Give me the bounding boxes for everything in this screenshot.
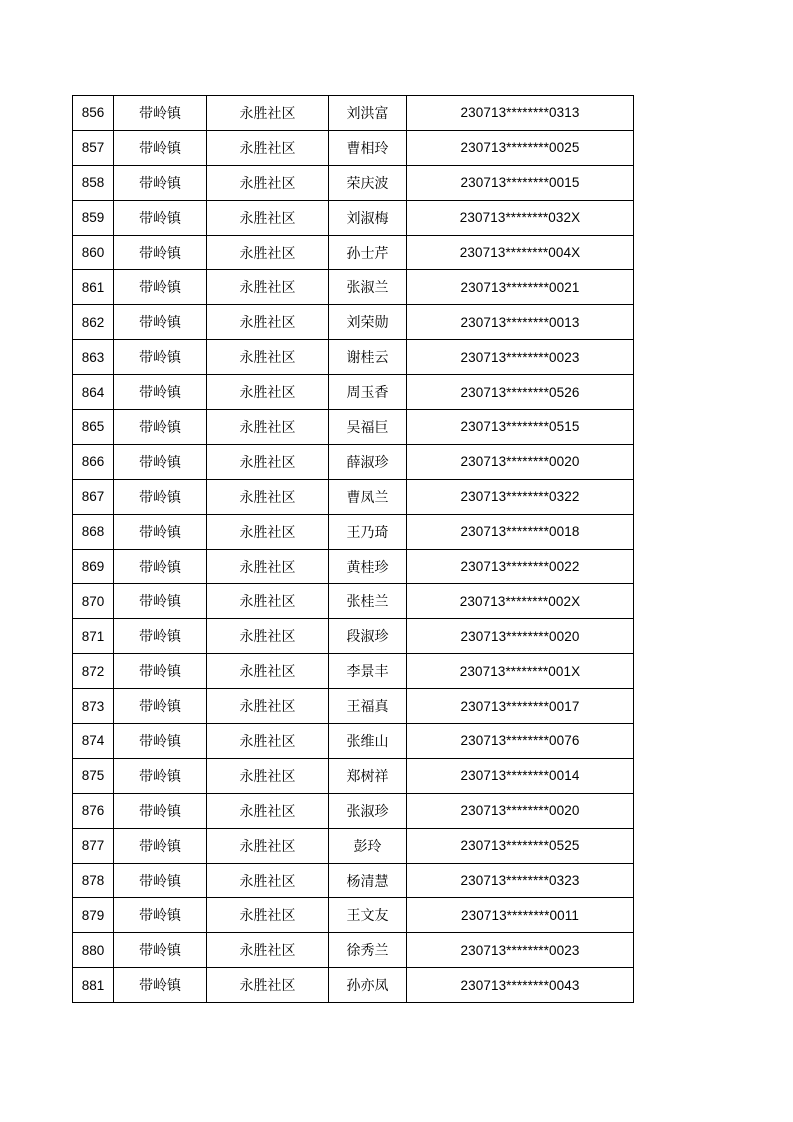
town-cell: 带岭镇 xyxy=(114,200,207,235)
table-row xyxy=(73,793,634,828)
row-number-cell: 871 xyxy=(73,619,114,654)
person-name-cell: 吴福巨 xyxy=(329,410,407,445)
town-cell: 带岭镇 xyxy=(114,305,207,340)
town-cell: 带岭镇 xyxy=(114,514,207,549)
person-name-cell: 刘淑梅 xyxy=(329,200,407,235)
town-cell: 带岭镇 xyxy=(114,758,207,793)
person-name-cell: 彭玲 xyxy=(329,828,407,863)
row-number-cell: 858 xyxy=(73,165,114,200)
row-number-cell: 860 xyxy=(73,235,114,270)
community-cell: 永胜社区 xyxy=(207,863,329,898)
row-number-cell: 861 xyxy=(73,270,114,305)
person-name-cell: 李景丰 xyxy=(329,654,407,689)
community-cell: 永胜社区 xyxy=(207,96,329,131)
table-row xyxy=(73,933,634,968)
id-number-cell: 230713********0021 xyxy=(407,270,634,305)
id-number-cell: 230713********032X xyxy=(407,200,634,235)
row-number-cell: 879 xyxy=(73,898,114,933)
town-cell: 带岭镇 xyxy=(114,828,207,863)
row-number-cell: 862 xyxy=(73,305,114,340)
person-name-cell: 段淑珍 xyxy=(329,619,407,654)
person-name-cell: 杨清慧 xyxy=(329,863,407,898)
id-number-cell: 230713********0015 xyxy=(407,165,634,200)
community-cell: 永胜社区 xyxy=(207,270,329,305)
row-number-cell: 857 xyxy=(73,130,114,165)
community-cell: 永胜社区 xyxy=(207,898,329,933)
table-row xyxy=(73,828,634,863)
community-cell: 永胜社区 xyxy=(207,584,329,619)
table-row xyxy=(73,200,634,235)
row-number-cell: 856 xyxy=(73,96,114,131)
town-cell: 带岭镇 xyxy=(114,619,207,654)
table-row xyxy=(73,340,634,375)
table-row xyxy=(73,479,634,514)
id-number-cell: 230713********0020 xyxy=(407,619,634,654)
row-number-cell: 874 xyxy=(73,724,114,759)
town-cell: 带岭镇 xyxy=(114,340,207,375)
person-name-cell: 刘洪富 xyxy=(329,96,407,131)
town-cell: 带岭镇 xyxy=(114,479,207,514)
table-row xyxy=(73,863,634,898)
id-number-cell: 230713********0515 xyxy=(407,410,634,445)
person-name-cell: 曹相玲 xyxy=(329,130,407,165)
town-cell: 带岭镇 xyxy=(114,444,207,479)
person-name-cell: 徐秀兰 xyxy=(329,933,407,968)
community-cell: 永胜社区 xyxy=(207,305,329,340)
id-number-cell: 230713********002X xyxy=(407,584,634,619)
table-row xyxy=(73,375,634,410)
town-cell: 带岭镇 xyxy=(114,270,207,305)
town-cell: 带岭镇 xyxy=(114,724,207,759)
community-cell: 永胜社区 xyxy=(207,130,329,165)
id-number-cell: 230713********0014 xyxy=(407,758,634,793)
row-number-cell: 868 xyxy=(73,514,114,549)
person-name-cell: 王福真 xyxy=(329,689,407,724)
table-row xyxy=(73,96,634,131)
person-name-cell: 张桂兰 xyxy=(329,584,407,619)
row-number-cell: 877 xyxy=(73,828,114,863)
community-cell: 永胜社区 xyxy=(207,549,329,584)
table-row xyxy=(73,165,634,200)
table-row xyxy=(73,130,634,165)
id-number-cell: 230713********004X xyxy=(407,235,634,270)
community-cell: 永胜社区 xyxy=(207,375,329,410)
id-number-cell: 230713********0020 xyxy=(407,444,634,479)
community-cell: 永胜社区 xyxy=(207,758,329,793)
community-cell: 永胜社区 xyxy=(207,165,329,200)
town-cell: 带岭镇 xyxy=(114,584,207,619)
row-number-cell: 859 xyxy=(73,200,114,235)
id-number-cell: 230713********0322 xyxy=(407,479,634,514)
row-number-cell: 869 xyxy=(73,549,114,584)
row-number-cell: 867 xyxy=(73,479,114,514)
id-number-cell: 230713********0023 xyxy=(407,933,634,968)
community-cell: 永胜社区 xyxy=(207,200,329,235)
table-row xyxy=(73,235,634,270)
person-name-cell: 张淑珍 xyxy=(329,793,407,828)
table-row xyxy=(73,514,634,549)
person-name-cell: 黄桂珍 xyxy=(329,549,407,584)
table-row xyxy=(73,724,634,759)
table-row xyxy=(73,654,634,689)
person-name-cell: 周玉香 xyxy=(329,375,407,410)
row-number-cell: 863 xyxy=(73,340,114,375)
table-row xyxy=(73,270,634,305)
id-number-cell: 230713********0525 xyxy=(407,828,634,863)
row-number-cell: 876 xyxy=(73,793,114,828)
community-cell: 永胜社区 xyxy=(207,479,329,514)
id-number-cell: 230713********0313 xyxy=(407,96,634,131)
id-number-cell: 230713********0017 xyxy=(407,689,634,724)
row-number-cell: 881 xyxy=(73,968,114,1003)
table-row xyxy=(73,410,634,445)
town-cell: 带岭镇 xyxy=(114,130,207,165)
id-number-cell: 230713********0043 xyxy=(407,968,634,1003)
community-cell: 永胜社区 xyxy=(207,654,329,689)
table-row xyxy=(73,305,634,340)
id-number-cell: 230713********0323 xyxy=(407,863,634,898)
community-cell: 永胜社区 xyxy=(207,968,329,1003)
table-row xyxy=(73,689,634,724)
community-cell: 永胜社区 xyxy=(207,689,329,724)
town-cell: 带岭镇 xyxy=(114,933,207,968)
person-name-cell: 孙士芹 xyxy=(329,235,407,270)
table-row xyxy=(73,758,634,793)
person-name-cell: 王乃琦 xyxy=(329,514,407,549)
id-number-cell: 230713********0020 xyxy=(407,793,634,828)
table-row xyxy=(73,444,634,479)
table-row xyxy=(73,619,634,654)
town-cell: 带岭镇 xyxy=(114,375,207,410)
town-cell: 带岭镇 xyxy=(114,968,207,1003)
community-cell: 永胜社区 xyxy=(207,235,329,270)
community-cell: 永胜社区 xyxy=(207,933,329,968)
roster-table-body xyxy=(73,96,634,1003)
person-name-cell: 薛淑珍 xyxy=(329,444,407,479)
id-number-cell: 230713********0018 xyxy=(407,514,634,549)
community-cell: 永胜社区 xyxy=(207,828,329,863)
person-name-cell: 张维山 xyxy=(329,724,407,759)
table-row xyxy=(73,968,634,1003)
town-cell: 带岭镇 xyxy=(114,898,207,933)
id-number-cell: 230713********001X xyxy=(407,654,634,689)
id-number-cell: 230713********0025 xyxy=(407,130,634,165)
town-cell: 带岭镇 xyxy=(114,165,207,200)
row-number-cell: 872 xyxy=(73,654,114,689)
table-row xyxy=(73,898,634,933)
table-row xyxy=(73,549,634,584)
person-name-cell: 王文友 xyxy=(329,898,407,933)
person-name-cell: 孙亦凤 xyxy=(329,968,407,1003)
town-cell: 带岭镇 xyxy=(114,863,207,898)
roster-table xyxy=(72,95,634,1003)
community-cell: 永胜社区 xyxy=(207,514,329,549)
id-number-cell: 230713********0011 xyxy=(407,898,634,933)
person-name-cell: 荣庆波 xyxy=(329,165,407,200)
community-cell: 永胜社区 xyxy=(207,793,329,828)
community-cell: 永胜社区 xyxy=(207,724,329,759)
row-number-cell: 875 xyxy=(73,758,114,793)
row-number-cell: 866 xyxy=(73,444,114,479)
town-cell: 带岭镇 xyxy=(114,549,207,584)
community-cell: 永胜社区 xyxy=(207,619,329,654)
community-cell: 永胜社区 xyxy=(207,410,329,445)
town-cell: 带岭镇 xyxy=(114,410,207,445)
id-number-cell: 230713********0013 xyxy=(407,305,634,340)
town-cell: 带岭镇 xyxy=(114,654,207,689)
row-number-cell: 864 xyxy=(73,375,114,410)
id-number-cell: 230713********0023 xyxy=(407,340,634,375)
id-number-cell: 230713********0526 xyxy=(407,375,634,410)
row-number-cell: 870 xyxy=(73,584,114,619)
row-number-cell: 873 xyxy=(73,689,114,724)
row-number-cell: 880 xyxy=(73,933,114,968)
person-name-cell: 刘荣勋 xyxy=(329,305,407,340)
town-cell: 带岭镇 xyxy=(114,793,207,828)
town-cell: 带岭镇 xyxy=(114,235,207,270)
table-row xyxy=(73,584,634,619)
person-name-cell: 郑树祥 xyxy=(329,758,407,793)
town-cell: 带岭镇 xyxy=(114,96,207,131)
person-name-cell: 曹凤兰 xyxy=(329,479,407,514)
row-number-cell: 865 xyxy=(73,410,114,445)
person-name-cell: 张淑兰 xyxy=(329,270,407,305)
id-number-cell: 230713********0022 xyxy=(407,549,634,584)
community-cell: 永胜社区 xyxy=(207,340,329,375)
person-name-cell: 谢桂云 xyxy=(329,340,407,375)
town-cell: 带岭镇 xyxy=(114,689,207,724)
id-number-cell: 230713********0076 xyxy=(407,724,634,759)
community-cell: 永胜社区 xyxy=(207,444,329,479)
row-number-cell: 878 xyxy=(73,863,114,898)
